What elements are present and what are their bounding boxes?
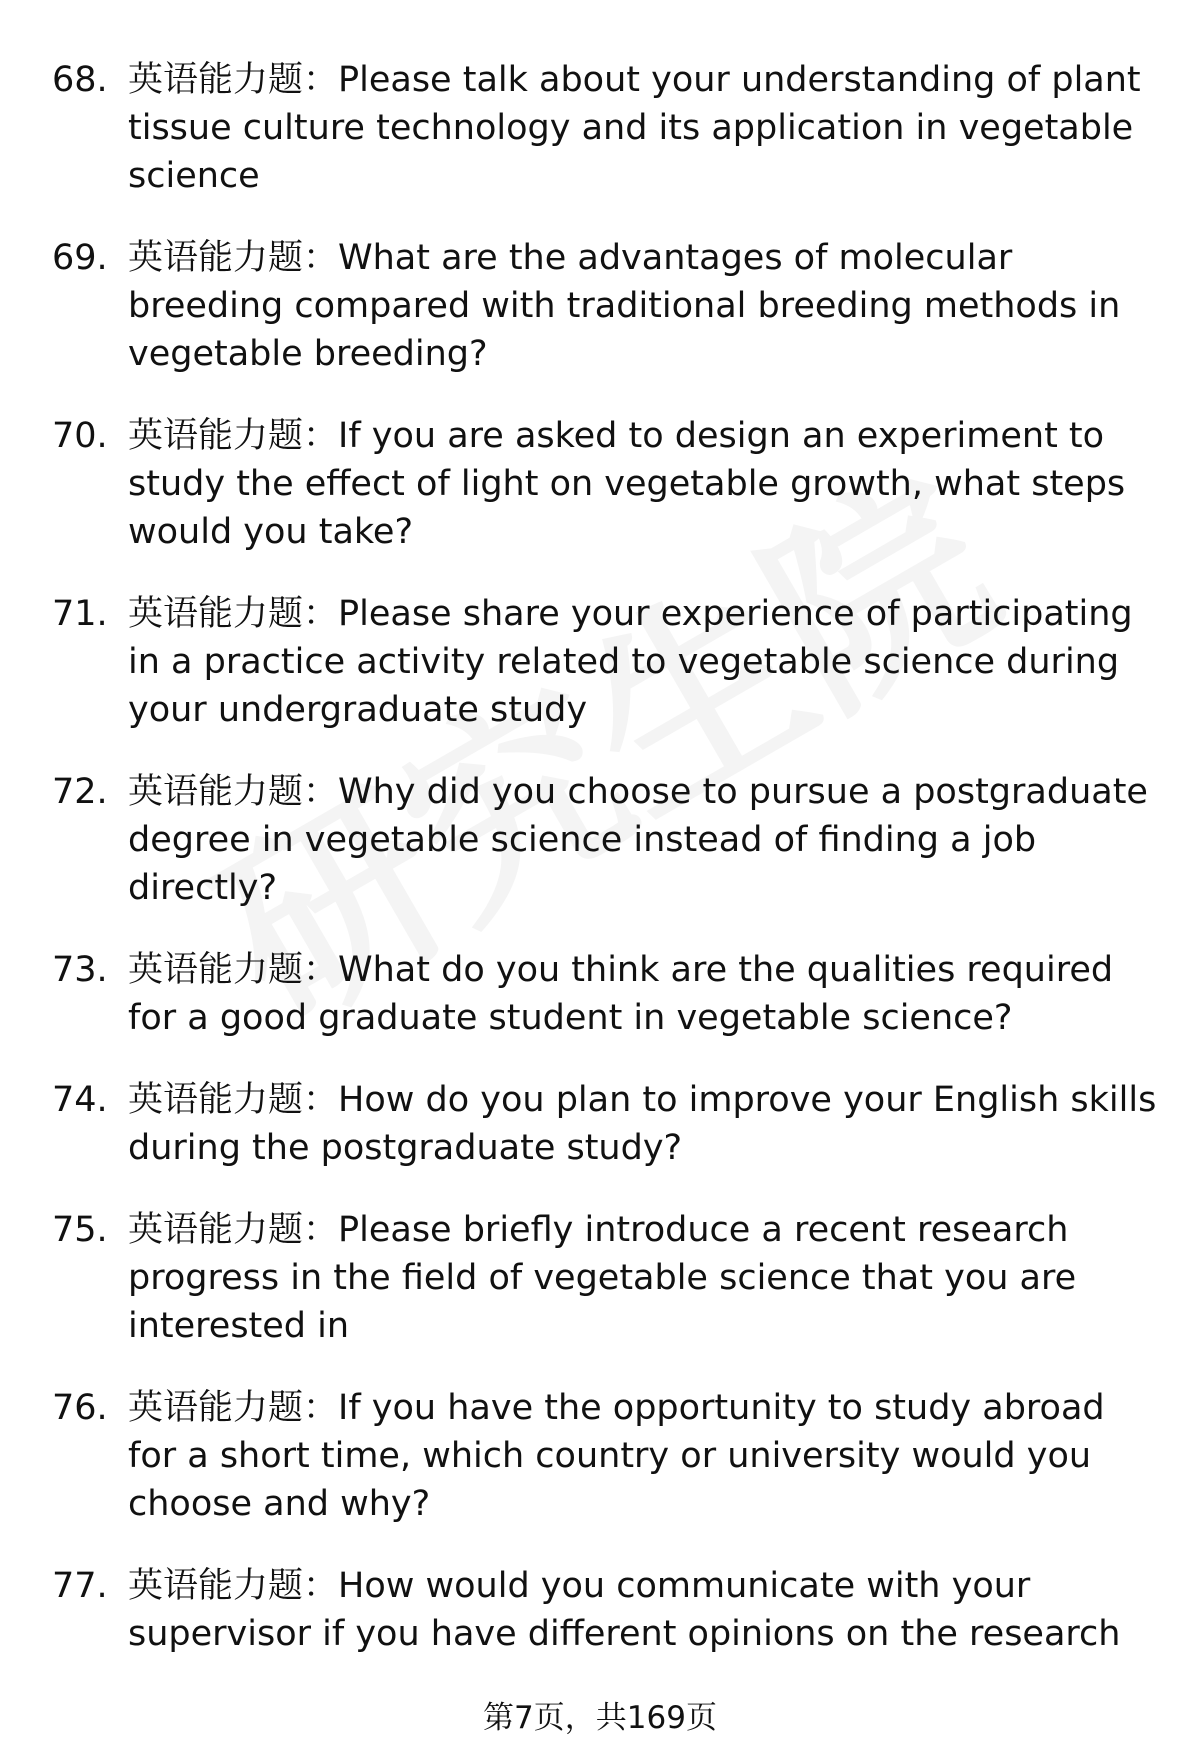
question-prefix: 英语能力题：: [128, 238, 339, 278]
question-body: [128, 768, 1158, 912]
question-prefix: 英语能力题：: [128, 60, 339, 100]
question-text: Why did you choose to pursue a postgraduate degree in vegetable science instead of finding a job directly?: [128, 772, 1148, 908]
question-item: [0, 1206, 1200, 1350]
question-body: [128, 1384, 1158, 1528]
question-body: [128, 946, 1158, 1042]
question-prefix: 英语能力题：: [128, 1080, 339, 1120]
question-number: 72.: [52, 772, 108, 812]
question-item: [0, 768, 1200, 912]
question-prefix: 英语能力题：: [128, 1388, 339, 1428]
question-item: [0, 1562, 1200, 1658]
question-prefix: 英语能力题：: [128, 416, 339, 456]
question-number: 75.: [52, 1210, 108, 1250]
question-prefix: 英语能力题：: [128, 1566, 339, 1606]
question-text: How would you communicate with your supervisor if you have different opinions on the research: [128, 1566, 1121, 1654]
page-footer: 第7页，共169页: [483, 1700, 717, 1736]
question-text: Please share your experience of participating in a practice activity related to vegetable science during your undergraduate study: [128, 594, 1133, 730]
question-text: What are the advantages of molecular breeding compared with traditional breeding methods in vegetable breeding?: [128, 238, 1121, 374]
question-text: How do you plan to improve your English skills during the postgraduate study?: [128, 1080, 1157, 1168]
question-number: 77.: [52, 1566, 108, 1606]
question-text: If you have the opportunity to study abroad for a short time, which country or university would you choose and why?: [128, 1388, 1105, 1524]
question-item: [0, 234, 1200, 378]
question-item: [0, 946, 1200, 1042]
question-number: 73.: [52, 950, 108, 990]
question-body: [128, 590, 1158, 734]
question-number: 70.: [52, 416, 108, 456]
question-item: [0, 590, 1200, 734]
question-body: [128, 1562, 1158, 1658]
question-list: [0, 56, 1200, 1692]
question-item: [0, 1076, 1200, 1172]
question-text: If you are asked to design an experiment to study the effect of light on vegetable growth, what steps would you take?: [128, 416, 1126, 552]
question-number: 69.: [52, 238, 108, 278]
question-body: [128, 234, 1158, 378]
question-item: [0, 1384, 1200, 1528]
question-prefix: 英语能力题：: [128, 950, 339, 990]
question-number: 68.: [52, 60, 108, 100]
question-text: What do you think are the qualities required for a good graduate student in vegetable science?: [128, 950, 1114, 1038]
question-text: Please talk about your understanding of plant tissue culture technology and its application in vegetable science: [128, 60, 1141, 196]
question-prefix: 英语能力题：: [128, 594, 339, 634]
question-item: [0, 412, 1200, 556]
question-body: [128, 1076, 1158, 1172]
question-body: [128, 1206, 1158, 1350]
question-body: [128, 412, 1158, 556]
question-item: [0, 56, 1200, 200]
question-body: [128, 56, 1158, 200]
question-number: 71.: [52, 594, 108, 634]
question-prefix: 英语能力题：: [128, 1210, 339, 1250]
question-text: Please briefly introduce a recent research progress in the field of vegetable science that you are interested in: [128, 1210, 1077, 1346]
question-number: 74.: [52, 1080, 108, 1120]
question-number: 76.: [52, 1388, 108, 1428]
question-prefix: 英语能力题：: [128, 772, 339, 812]
